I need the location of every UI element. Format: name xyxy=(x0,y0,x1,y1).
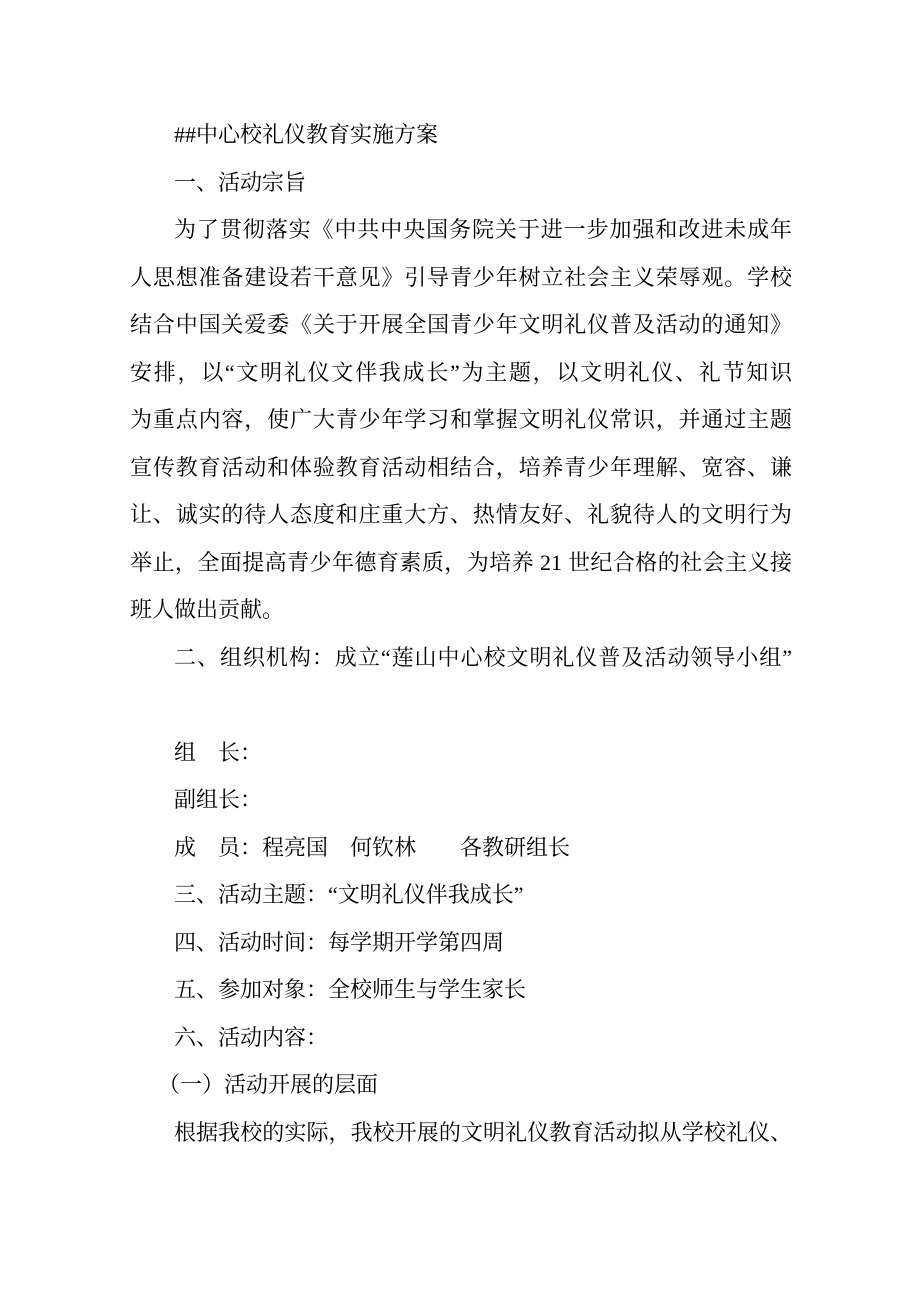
doc-heading-activity-content: 六、活动内容： xyxy=(174,1024,329,1050)
doc-line-8: 宣传教育活动和体验教育活动相结合，培养青少年理解、宽容、谦 xyxy=(130,454,792,480)
doc-line-5: 结合中国关爱委《关于开展全国青少年文明礼仪普及活动的通知》 xyxy=(130,312,792,337)
doc-empty-line xyxy=(130,681,792,729)
doc-line-10: 举止，全面提高青少年德育素质，为培养 21 世纪合格的社会主义接 xyxy=(130,549,792,575)
doc-heading-participants: 五、参加对象：全校师生与学生家长 xyxy=(174,977,527,1002)
document-body xyxy=(130,111,792,1156)
doc-heading-activity-purpose: 一、活动宗旨 xyxy=(174,169,307,195)
doc-line-11: 班人做出贡献。 xyxy=(130,597,285,622)
doc-line-group-leader: 组 长： xyxy=(174,739,263,765)
doc-subheading-activity-levels: （一）活动开展的层面 xyxy=(158,1072,379,1097)
doc-line-4: 人思想准备建设若干意见》引导青少年树立社会主义荣辱观。学校 xyxy=(130,264,792,290)
doc-title-line: ##中心校礼仪教育实施方案 xyxy=(174,122,439,147)
doc-line-deputy-leader: 副组长： xyxy=(174,787,263,812)
doc-line-9: 让、诚实的待人态度和庄重大方、热情友好、礼貌待人的文明行为 xyxy=(130,502,792,527)
doc-heading-activity-theme: 三、活动主题：“文明礼仪伴我成长” xyxy=(174,882,524,907)
doc-line-6: 安排，以“文明礼仪文伴我成长”为主题，以文明礼仪、礼节知识 xyxy=(130,359,792,385)
doc-line-7: 为重点内容，使广大青少年学习和掌握文明礼仪常识，并通过主题 xyxy=(130,407,792,432)
doc-heading-organization: 二、组织机构：成立“莲山中心校文明礼仪普及活动领导小组” xyxy=(174,644,793,670)
doc-heading-activity-time: 四、活动时间：每学期开学第四周 xyxy=(174,929,505,955)
doc-line-members: 成 员：程亮国 何钦林 各教研组长 xyxy=(174,834,571,860)
doc-line-3: 为了贯彻落实《中共中央国务院关于进一步加强和改进未成年 xyxy=(174,217,792,242)
doc-line-22: 根据我校的实际，我校开展的文明礼仪教育活动拟从学校礼仪、 xyxy=(174,1119,792,1145)
